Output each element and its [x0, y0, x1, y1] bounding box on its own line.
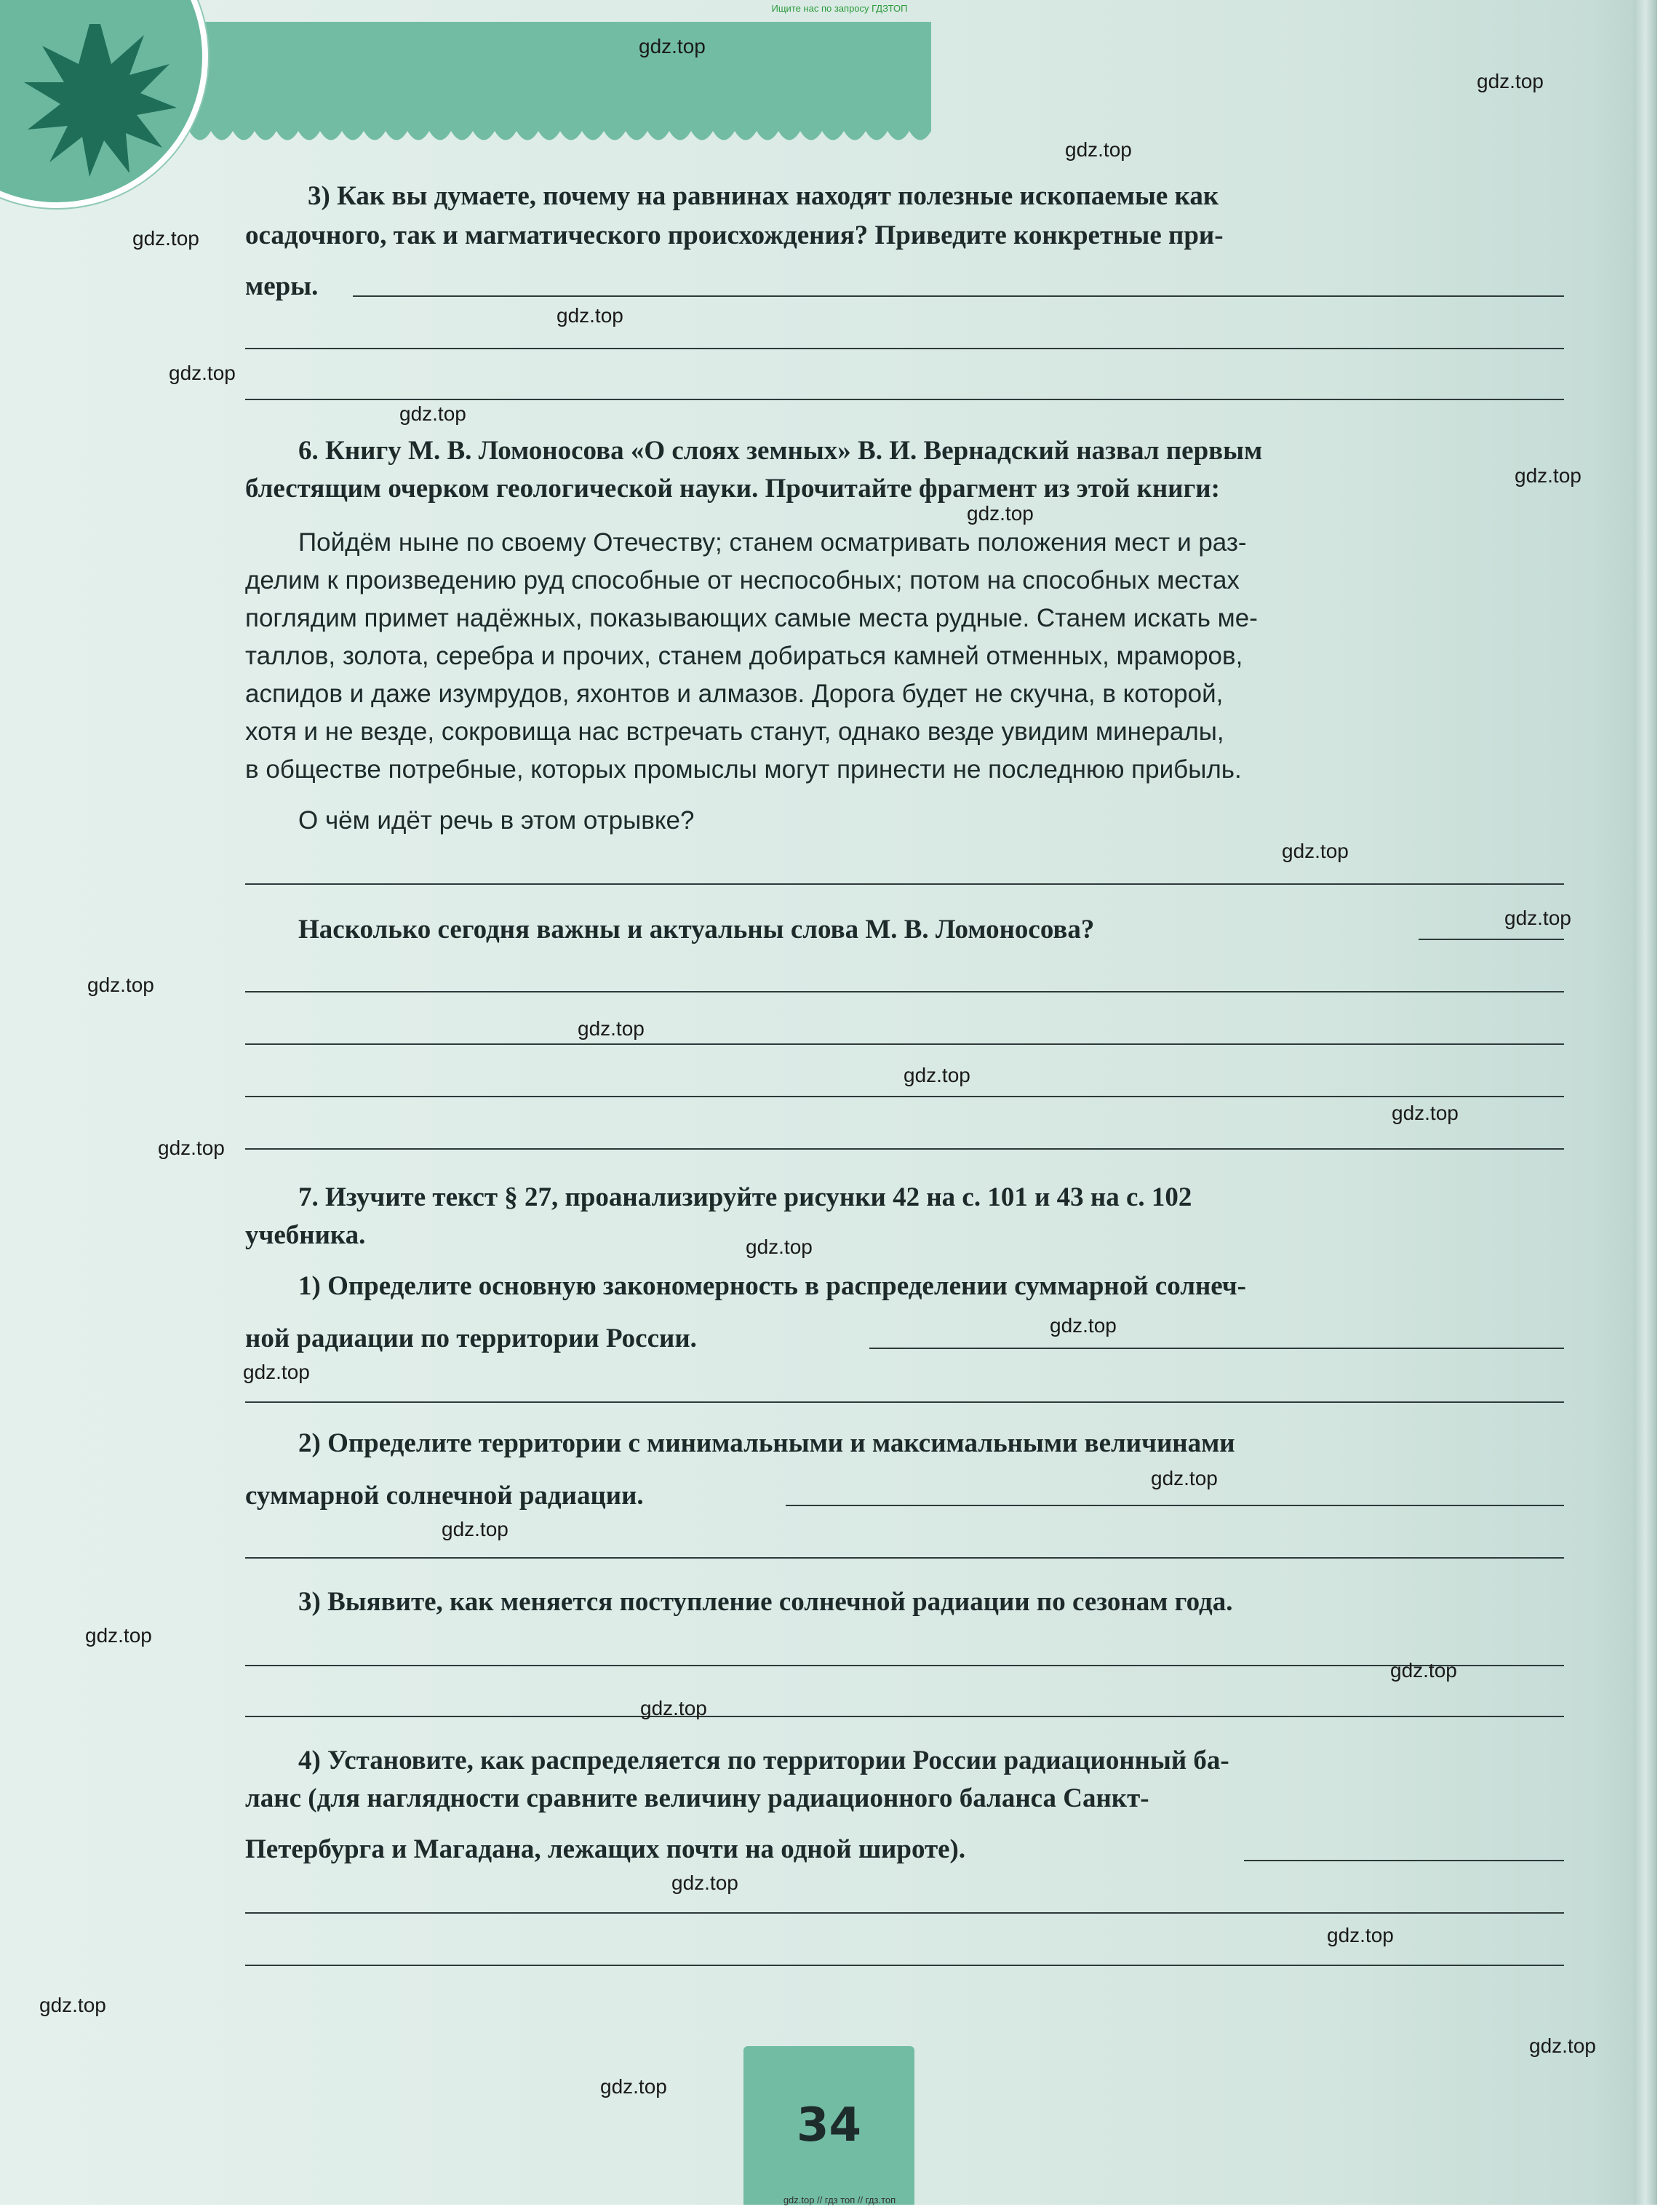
answer-line[interactable] [245, 991, 1564, 992]
task7-q1-line-1: 1) Определите основную закономерность в распределении суммарной солнеч- [298, 1271, 1246, 1301]
watermark: gdz.top [1529, 2034, 1596, 2057]
top-search-note: Ищите нас по запросу ГДЗТОП [771, 3, 908, 14]
watermark: gdz.top [904, 1064, 970, 1086]
watermark: gdz.top [639, 35, 706, 57]
watermark: gdz.top [1504, 907, 1571, 929]
watermark: gdz.top [746, 1236, 813, 1258]
answer-line[interactable] [786, 1505, 1564, 1506]
task7-q4-line-2: ланс (для наглядности сравните величину радиационного баланса Санкт- [245, 1783, 1149, 1813]
task7-q1-line-2: ной радиации по территории России. [245, 1324, 697, 1353]
page-number: 34 [796, 2098, 862, 2152]
watermark: gdz.top [1327, 1924, 1394, 1946]
answer-line[interactable] [245, 883, 1564, 885]
answer-line[interactable] [245, 1096, 1564, 1097]
watermark: gdz.top [132, 227, 199, 250]
q3-text-line-3: меры. [245, 271, 319, 301]
task6-quote-line-2: делим к произведению руд способные от неспособных; потом на способных местах [245, 566, 1240, 594]
answer-line[interactable] [245, 1148, 1564, 1150]
watermark: gdz.top [399, 402, 466, 425]
watermark: gdz.top [1065, 138, 1132, 161]
watermark: gdz.top [169, 362, 236, 384]
answer-line[interactable] [1244, 1860, 1564, 1861]
watermark: gdz.top [85, 1624, 152, 1647]
page-number-badge [743, 2046, 914, 2205]
answer-line[interactable] [245, 1043, 1564, 1045]
watermark: gdz.top [1050, 1314, 1117, 1337]
task7-q4-line-3: Петербурга и Магадана, лежащих почти на одной широте). [245, 1834, 966, 1864]
answer-line[interactable] [245, 1557, 1564, 1559]
task7-text-line-1: 7. Изучите текст § 27, проанализируйте рисунки 42 на с. 101 и 43 на с. 102 [298, 1182, 1192, 1212]
watermark: gdz.top [158, 1137, 225, 1159]
answer-line[interactable] [353, 295, 1564, 297]
header-wave-decoration [109, 109, 931, 153]
watermark: gdz.top [87, 974, 154, 996]
watermark: gdz.top [1515, 464, 1582, 487]
task7-text-line-2: учебника. [245, 1220, 366, 1250]
watermark: gdz.top [1390, 1659, 1457, 1682]
task6-text-line-2: блестящим очерком геологической науки. Прочитайте фрагмент из этой книги: [245, 474, 1220, 504]
answer-line[interactable] [245, 1912, 1564, 1914]
answer-line[interactable] [245, 1716, 1564, 1717]
watermark: gdz.top [243, 1361, 310, 1383]
watermark: gdz.top [600, 2075, 667, 2098]
q3-text-line-1: 3) Как вы думаете, почему на равнинах находят полезные ископаемые как [308, 181, 1219, 211]
watermark: gdz.top [1477, 70, 1544, 92]
task6-quote-line-3: поглядим примет надёжных, показывающих самые места рудные. Станем искать ме- [245, 604, 1258, 632]
watermark: gdz.top [1151, 1467, 1218, 1489]
task6-quote-line-7: в обществе потребные, которых промыслы могут принести не последнюю прибыль. [245, 755, 1242, 784]
task6-quote-line-5: аспидов и даже изумрудов, яхонтов и алмазов. Дорога будет не скучна, в которой, [245, 680, 1224, 708]
watermark: gdz.top [557, 304, 623, 327]
task7-q2-line-1: 2) Определите территории с минимальными и максимальными величинами [298, 1428, 1235, 1458]
page-spine [1634, 0, 1657, 2205]
watermark: gdz.top [578, 1017, 645, 1040]
watermark: gdz.top [967, 502, 1034, 525]
task7-q3-line-1: 3) Выявите, как меняется поступление солнечной радиации по сезонам года. [298, 1587, 1233, 1617]
bottom-footer-note: gdz.top // гдз топ // гдз.топ [783, 2195, 896, 2205]
answer-line[interactable] [245, 1965, 1564, 1966]
sun-burst-icon [20, 20, 180, 180]
watermark: gdz.top [442, 1518, 509, 1540]
watermark: gdz.top [671, 1871, 738, 1894]
answer-line[interactable] [245, 1665, 1564, 1666]
corner-emblem [0, 0, 208, 208]
watermark: gdz.top [640, 1697, 707, 1719]
answer-line[interactable] [245, 399, 1564, 400]
answer-line[interactable] [869, 1348, 1564, 1349]
task6-question-2: Насколько сегодня важны и актуальны слова М. В. Ломоносова? [298, 915, 1095, 944]
q3-text-line-2: осадочного, так и магматического происхождения? Приведите конкретные при- [245, 220, 1224, 250]
watermark: gdz.top [1392, 1102, 1459, 1124]
watermark: gdz.top [39, 1994, 106, 2016]
answer-line[interactable] [245, 348, 1564, 349]
task6-quote-line-6: хотя и не везде, сокровища нас встречать станут, однако везде увидим минералы, [245, 717, 1224, 746]
task7-q2-line-2: суммарной солнечной радиации. [245, 1481, 644, 1511]
task6-quote-line-4: таллов, золота, серебра и прочих, станем добираться камней отменных, мраморов, [245, 642, 1243, 670]
task6-quote-line-1: Пойдём ныне по своему Отечеству; станем осматривать положения мест и раз- [298, 528, 1247, 557]
task6-text-line-1: 6. Книгу М. В. Ломоносова «О слоях земных» В. И. Вернадский назвал первым [298, 436, 1263, 466]
watermark: gdz.top [1282, 840, 1349, 862]
answer-line[interactable] [245, 1401, 1564, 1403]
answer-line[interactable] [1419, 939, 1564, 940]
task7-q4-line-1: 4) Установите, как распределяется по территории России радиационный ба- [298, 1746, 1229, 1775]
task6-question-1: О чём идёт речь в этом отрывке? [298, 806, 695, 835]
